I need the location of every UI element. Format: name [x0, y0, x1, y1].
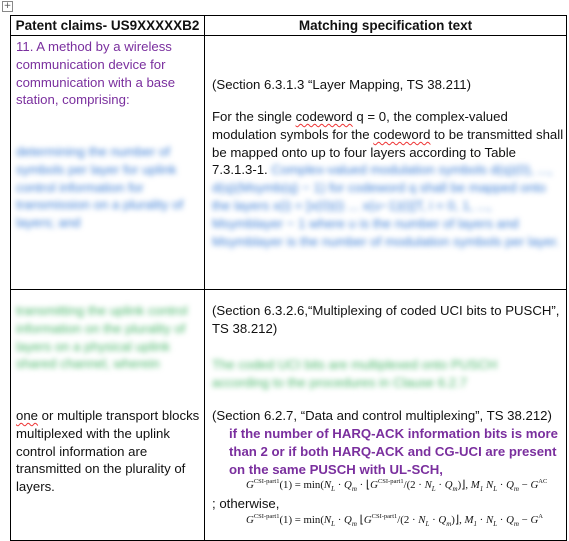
equation-2: $G^{CSI-part1}(1) = \min(N_L \cdot Q_m$ $⌊G^{CSI-part1}/(2 \cdot N_L$ · $Q_m)⌋$, $M_1 \cdot N_L \cdot Q_m - G^A$ [246, 513, 543, 528]
spec-text: to be transmitted shall be mapped onto up to four layers according to Table 7.3.1.3-1. [212, 126, 564, 178]
claim-blurred-step: transmitting the uplink control information on the plurality of layers on a physical uplink shared channel, wherein [16, 303, 188, 372]
claim-word-one: one [16, 408, 39, 423]
claim-blurred-step: determining the number of symbols per layer for uplink control information for transmission on a plurality of layers; and [16, 144, 184, 231]
spec-cell[interactable] [205, 290, 567, 541]
claim-wherein [16, 407, 202, 496]
spec-text: For the single [212, 109, 296, 124]
header-patent-claims: Patent claims- US9XXXXXB2 [11, 16, 205, 36]
section-ref: (Section 6.2.7, “Data and control multiplexing”, TS 38.212) [212, 408, 552, 423]
table-row [11, 290, 567, 541]
spec-blurred-text: The coded UCI bits are multiplexed onto PUSCH according to the procedures in Clause 6.2.7 [212, 357, 498, 390]
claim-cell[interactable] [11, 290, 205, 541]
claim-preamble: 11. A method by a wireless communication device for communication with a base station, comprising: [16, 39, 176, 108]
header-row [11, 16, 567, 36]
claim-cell[interactable] [11, 36, 205, 290]
table-row [11, 36, 567, 290]
spec-cell[interactable] [205, 36, 567, 290]
spec-paragraph [212, 108, 564, 250]
spec-word-codeword: codeword [295, 109, 353, 124]
claims-table [10, 15, 567, 541]
spec-text: q = 0, the complex-valued modulation symbols for the [212, 109, 508, 142]
table-move-anchor-icon[interactable]: + [3, 1, 12, 11]
header-matching-spec: Matching specification text [205, 16, 567, 36]
condition-text: if the number of HARQ-ACK information bits is more than 2 or if both HARQ-ACK and CG-UCI are present on the same PUSCH with UL-SCH, [229, 426, 558, 477]
otherwise-text: ; otherwise, [212, 496, 280, 511]
section-ref: (Section 6.3.1.3 “Layer Mapping, TS 38.211) [212, 77, 472, 92]
spec-word-codeword: codeword [373, 126, 431, 142]
spec-blurred-text: Complex-valued modulation symbols d(q)(0), ..., d(q)(Msymb(q) − 1) for codeword q shall be mapped onto the layers x(i) = [x(0)(i) ... x(υ−1)(i)]T, i = 0, 1, ..., Msymblayer − 1 where υ is the number of layers and Msymblayer is the number of modulation symbols per layer. [212, 162, 560, 249]
claim-text: or multiple transport blocks multiplexed with the uplink control information are transmitted on the plurality of layers. [16, 408, 200, 495]
equation-1: $G^{CSI-part1}(1) = \min(N_L \cdot Q_m$ · $⌊G^{CSI-part1}/(2 \cdot N_L$ · $Q_m)⌋$, $M_1$ $N_L \cdot Q_m - G^{AC}$ [246, 478, 548, 493]
section-ref: (Section 6.3.2.6,“Multiplexing of coded UCI bits to PUSCH”, TS 38.212) [212, 303, 560, 336]
